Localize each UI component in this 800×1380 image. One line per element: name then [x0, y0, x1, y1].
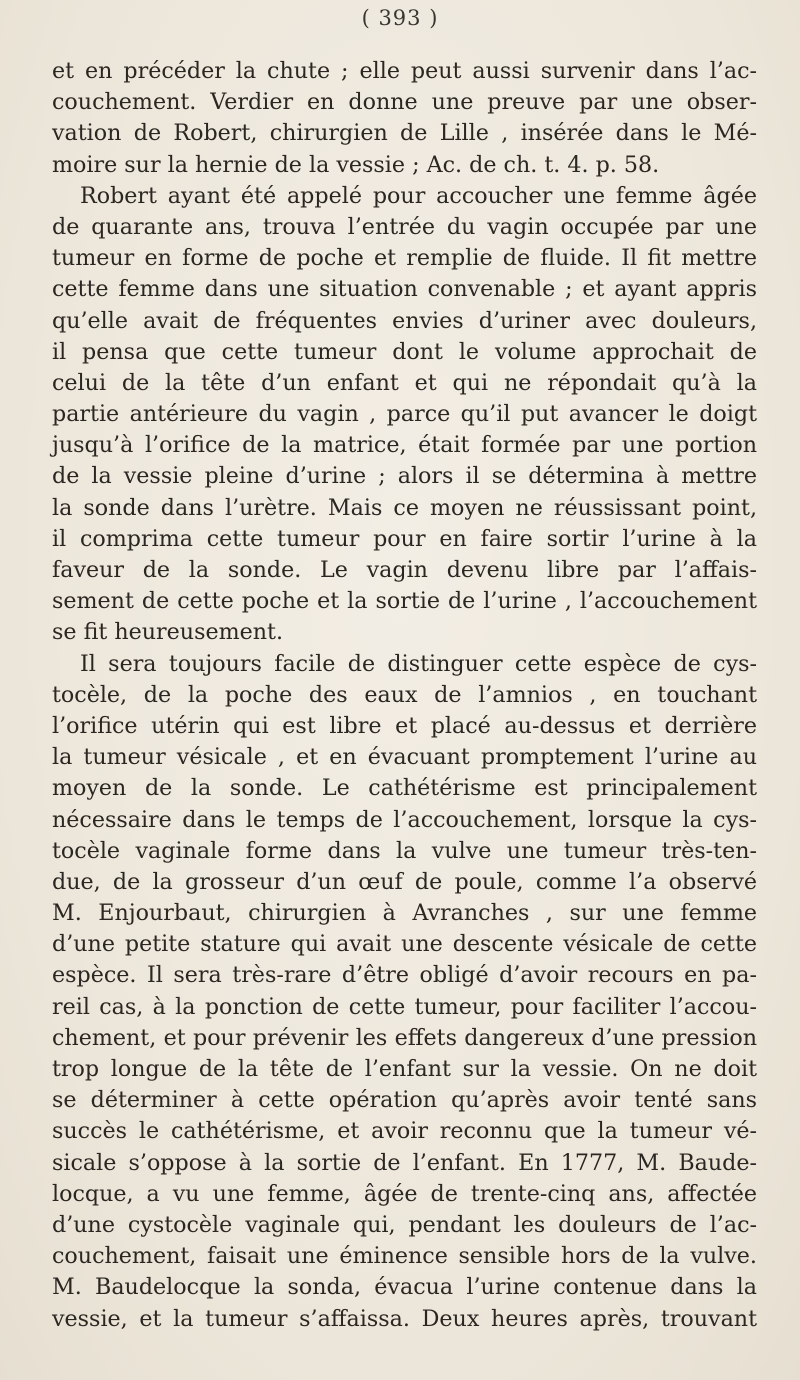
- text-line: il comprima cette tumeur pour en faire sortir l’urine à la: [52, 525, 757, 552]
- text-line: il pensa que cette tumeur dont le volume approchait de: [52, 338, 757, 365]
- text-line: tocèle vaginale forme dans la vulve une tumeur très-ten-: [52, 837, 757, 864]
- body-text: [52, 56, 757, 1335]
- text-line: de la vessie pleine d’urine ; alors il se détermina à mettre: [52, 463, 757, 490]
- text-line: sicale s’oppose à la sortie de l’enfant. En 1777, M. Baude-: [52, 1149, 757, 1176]
- text-line: se déterminer à cette opération qu’après avoir tenté sans: [52, 1087, 757, 1114]
- text-line: trop longue de la tête de l’enfant sur la vessie. On ne doit: [52, 1056, 757, 1082]
- text-line: Il sera toujours facile de distinguer cette espèce de cys-: [80, 650, 757, 677]
- text-line: Robert ayant été appelé pour accoucher une femme âgée: [80, 182, 757, 209]
- text-line: qu’elle avait de fréquentes envies d’uriner avec douleurs,: [52, 307, 757, 334]
- page-number: ( 393 ): [361, 6, 439, 30]
- text-line: faveur de la sonde. Le vagin devenu libre par l’affais-: [52, 557, 757, 583]
- text-line: vessie, et la tumeur s’affaissa. Deux heures après, trouvant: [52, 1305, 757, 1332]
- text-line: M. Enjourbaut, chirurgien à Avranches , sur une femme: [52, 900, 757, 927]
- text-line: succès le cathétérisme, et avoir reconnu que la tumeur vé-: [52, 1118, 757, 1145]
- text-line: reil cas, à la ponction de cette tumeur, pour faciliter l’accou-: [52, 993, 757, 1020]
- text-line: celui de la tête d’un enfant et qui ne répondait qu’à la: [52, 369, 757, 396]
- text-line: l’orifice utérin qui est libre et placé au-dessus et derrière: [52, 712, 757, 739]
- text-line: d’une cystocèle vaginale qui, pendant les douleurs de l’ac-: [52, 1211, 757, 1238]
- text-line: sement de cette poche et la sortie de l’urine , l’accouchement: [52, 588, 757, 615]
- text-line: couchement. Verdier en donne une preuve par une obser-: [52, 89, 757, 116]
- text-line: moyen de la sonde. Le cathétérisme est principalement: [52, 775, 757, 802]
- text-line: tumeur en forme de poche et remplie de fluide. Il fit mettre: [52, 245, 757, 272]
- text-line: se fit heureusement.: [52, 619, 284, 646]
- text-line: partie antérieure du vagin , parce qu’il put avancer le doigt: [52, 401, 757, 428]
- text-line: tocèle, de la poche des eaux de l’amnios , en touchant: [52, 681, 757, 708]
- text-line: moire sur la hernie de la vessie ; Ac. de ch. t. 4. p. 58.: [52, 151, 660, 178]
- text-line: la sonde dans l’urètre. Mais ce moyen ne réussissant point,: [52, 494, 757, 521]
- text-line: nécessaire dans le temps de l’accouchement, lorsque la cys-: [52, 806, 757, 833]
- text-line: M. Baudelocque la sonda, évacua l’urine contenue dans la: [52, 1274, 757, 1301]
- text-line: la tumeur vésicale , et en évacuant promptement l’urine au: [52, 744, 757, 771]
- text-line: et en précéder la chute ; elle peut aussi survenir dans l’ac-: [52, 58, 757, 84]
- text-line: couchement, faisait une éminence sensible hors de la vulve.: [52, 1243, 757, 1270]
- text-line: chement, et pour prévenir les effets dangereux d’une pression: [52, 1024, 757, 1051]
- text-line: d’une petite stature qui avait une descente vésicale de cette: [52, 931, 757, 958]
- text-line: de quarante ans, trouva l’entrée du vagin occupée par une: [52, 213, 757, 240]
- text-line: cette femme dans une situation convenable ; et ayant appris: [52, 276, 757, 303]
- text-line: espèce. Il sera très-rare d’être obligé d’avoir recours en pa-: [52, 962, 757, 989]
- text-line: jusqu’à l’orifice de la matrice, était formée par une portion: [52, 432, 757, 459]
- text-line: due, de la grosseur d’un œuf de poule, comme l’a observé: [52, 868, 757, 895]
- text-line: locque, a vu une femme, âgée de trente-cinq ans, affectée: [52, 1180, 757, 1207]
- text-line: vation de Robert, chirurgien de Lille , insérée dans le Mé-: [52, 120, 757, 147]
